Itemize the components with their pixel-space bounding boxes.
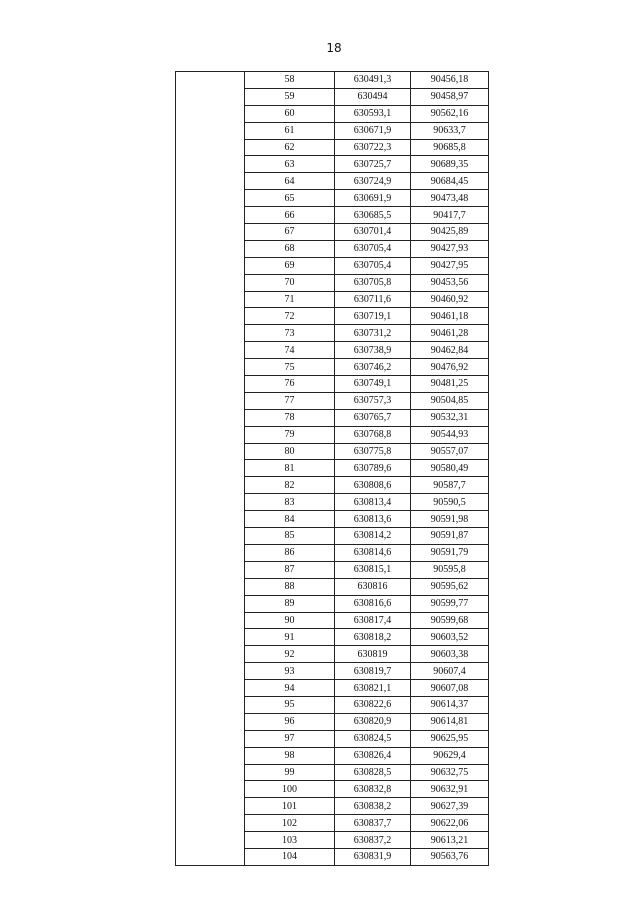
y-coordinate-cell: 90684,45 [411,173,489,190]
point-number-cell: 84 [245,511,335,528]
y-coordinate-cell: 90532,31 [411,409,489,426]
x-coordinate-cell: 630822,6 [335,696,411,713]
y-coordinate-cell: 90587,7 [411,477,489,494]
x-coordinate-cell: 630824,5 [335,730,411,747]
point-number-cell: 80 [245,443,335,460]
point-number-cell: 58 [245,72,335,89]
y-coordinate-cell: 90591,87 [411,528,489,545]
y-coordinate-cell: 90453,56 [411,274,489,291]
x-coordinate-cell: 630691,9 [335,190,411,207]
y-coordinate-cell: 90614,81 [411,713,489,730]
y-coordinate-cell: 90632,75 [411,764,489,781]
point-number-cell: 92 [245,646,335,663]
x-coordinate-cell: 630593,1 [335,105,411,122]
point-number-cell: 78 [245,409,335,426]
x-coordinate-cell: 630820,9 [335,713,411,730]
y-coordinate-cell: 90633,7 [411,122,489,139]
x-coordinate-cell: 630813,6 [335,511,411,528]
point-number-cell: 73 [245,325,335,342]
y-coordinate-cell: 90595,8 [411,561,489,578]
x-coordinate-cell: 630821,1 [335,680,411,697]
point-number-cell: 85 [245,528,335,545]
y-coordinate-cell: 90629,4 [411,747,489,764]
y-coordinate-cell: 90458,97 [411,88,489,105]
x-coordinate-cell: 630818,2 [335,629,411,646]
point-number-cell: 94 [245,680,335,697]
y-coordinate-cell: 90461,28 [411,325,489,342]
x-coordinate-cell: 630491,3 [335,72,411,89]
x-coordinate-cell: 630819,7 [335,663,411,680]
y-coordinate-cell: 90595,62 [411,578,489,595]
x-coordinate-cell: 630725,7 [335,156,411,173]
point-number-cell: 59 [245,88,335,105]
point-number-cell: 75 [245,359,335,376]
x-coordinate-cell: 630819 [335,646,411,663]
point-number-cell: 79 [245,426,335,443]
point-number-cell: 90 [245,612,335,629]
y-coordinate-cell: 90427,93 [411,240,489,257]
point-number-cell: 66 [245,207,335,224]
point-number-cell: 81 [245,460,335,477]
page-number: 18 [326,41,342,55]
y-coordinate-cell: 90627,39 [411,798,489,815]
point-number-cell: 88 [245,578,335,595]
y-coordinate-cell: 90473,48 [411,190,489,207]
x-coordinate-cell: 630789,6 [335,460,411,477]
y-coordinate-cell: 90599,77 [411,595,489,612]
point-number-cell: 101 [245,798,335,815]
y-coordinate-cell: 90460,92 [411,291,489,308]
x-coordinate-cell: 630701,4 [335,224,411,241]
y-coordinate-cell: 90607,4 [411,663,489,680]
y-coordinate-cell: 90476,92 [411,359,489,376]
x-coordinate-cell: 630494 [335,88,411,105]
point-number-cell: 62 [245,139,335,156]
y-coordinate-cell: 90689,35 [411,156,489,173]
point-number-cell: 89 [245,595,335,612]
x-coordinate-cell: 630775,8 [335,443,411,460]
x-coordinate-cell: 630837,7 [335,815,411,832]
y-coordinate-cell: 90603,38 [411,646,489,663]
point-number-cell: 74 [245,342,335,359]
x-coordinate-cell: 630817,4 [335,612,411,629]
x-coordinate-cell: 630685,5 [335,207,411,224]
x-coordinate-cell: 630816,6 [335,595,411,612]
point-number-cell: 98 [245,747,335,764]
y-coordinate-cell: 90590,5 [411,494,489,511]
x-coordinate-cell: 630814,2 [335,528,411,545]
merged-blank-cell [176,72,245,866]
point-number-cell: 96 [245,713,335,730]
coordinates-table-body [176,72,489,866]
y-coordinate-cell: 90614,37 [411,696,489,713]
y-coordinate-cell: 90427,95 [411,257,489,274]
y-coordinate-cell: 90462,84 [411,342,489,359]
point-number-cell: 82 [245,477,335,494]
point-number-cell: 67 [245,224,335,241]
point-number-cell: 100 [245,781,335,798]
x-coordinate-cell: 630671,9 [335,122,411,139]
y-coordinate-cell: 90557,07 [411,443,489,460]
point-number-cell: 91 [245,629,335,646]
y-coordinate-cell: 90591,79 [411,544,489,561]
point-number-cell: 61 [245,122,335,139]
x-coordinate-cell: 630814,6 [335,544,411,561]
x-coordinate-cell: 630816 [335,578,411,595]
point-number-cell: 72 [245,308,335,325]
x-coordinate-cell: 630749,1 [335,376,411,393]
y-coordinate-cell: 90685,8 [411,139,489,156]
point-number-cell: 95 [245,696,335,713]
y-coordinate-cell: 90417,7 [411,207,489,224]
x-coordinate-cell: 630738,9 [335,342,411,359]
y-coordinate-cell: 90607,08 [411,680,489,697]
point-number-cell: 83 [245,494,335,511]
point-number-cell: 76 [245,376,335,393]
point-number-cell: 70 [245,274,335,291]
table-row [176,72,489,89]
x-coordinate-cell: 630831,9 [335,848,411,865]
point-number-cell: 104 [245,848,335,865]
y-coordinate-cell: 90563,76 [411,848,489,865]
coordinates-table [175,71,489,866]
y-coordinate-cell: 90504,85 [411,392,489,409]
point-number-cell: 97 [245,730,335,747]
y-coordinate-cell: 90580,49 [411,460,489,477]
x-coordinate-cell: 630837,2 [335,832,411,849]
x-coordinate-cell: 630826,4 [335,747,411,764]
x-coordinate-cell: 630838,2 [335,798,411,815]
point-number-cell: 60 [245,105,335,122]
x-coordinate-cell: 630705,8 [335,274,411,291]
y-coordinate-cell: 90456,18 [411,72,489,89]
point-number-cell: 63 [245,156,335,173]
x-coordinate-cell: 630828,5 [335,764,411,781]
x-coordinate-cell: 630705,4 [335,240,411,257]
y-coordinate-cell: 90461,18 [411,308,489,325]
x-coordinate-cell: 630815,1 [335,561,411,578]
y-coordinate-cell: 90603,52 [411,629,489,646]
x-coordinate-cell: 630746,2 [335,359,411,376]
point-number-cell: 102 [245,815,335,832]
y-coordinate-cell: 90591,98 [411,511,489,528]
point-number-cell: 77 [245,392,335,409]
x-coordinate-cell: 630722,3 [335,139,411,156]
point-number-cell: 86 [245,544,335,561]
x-coordinate-cell: 630705,4 [335,257,411,274]
point-number-cell: 69 [245,257,335,274]
x-coordinate-cell: 630731,2 [335,325,411,342]
point-number-cell: 87 [245,561,335,578]
x-coordinate-cell: 630808,6 [335,477,411,494]
x-coordinate-cell: 630757,3 [335,392,411,409]
x-coordinate-cell: 630768,8 [335,426,411,443]
y-coordinate-cell: 90632,91 [411,781,489,798]
point-number-cell: 103 [245,832,335,849]
x-coordinate-cell: 630724,9 [335,173,411,190]
y-coordinate-cell: 90622,06 [411,815,489,832]
point-number-cell: 99 [245,764,335,781]
x-coordinate-cell: 630711,6 [335,291,411,308]
y-coordinate-cell: 90625,95 [411,730,489,747]
y-coordinate-cell: 90599,68 [411,612,489,629]
point-number-cell: 71 [245,291,335,308]
point-number-cell: 64 [245,173,335,190]
x-coordinate-cell: 630719,1 [335,308,411,325]
x-coordinate-cell: 630813,4 [335,494,411,511]
point-number-cell: 68 [245,240,335,257]
point-number-cell: 93 [245,663,335,680]
x-coordinate-cell: 630765,7 [335,409,411,426]
y-coordinate-cell: 90425,89 [411,224,489,241]
point-number-cell: 65 [245,190,335,207]
x-coordinate-cell: 630832,8 [335,781,411,798]
y-coordinate-cell: 90613,21 [411,832,489,849]
y-coordinate-cell: 90562,16 [411,105,489,122]
y-coordinate-cell: 90481,25 [411,376,489,393]
y-coordinate-cell: 90544,93 [411,426,489,443]
